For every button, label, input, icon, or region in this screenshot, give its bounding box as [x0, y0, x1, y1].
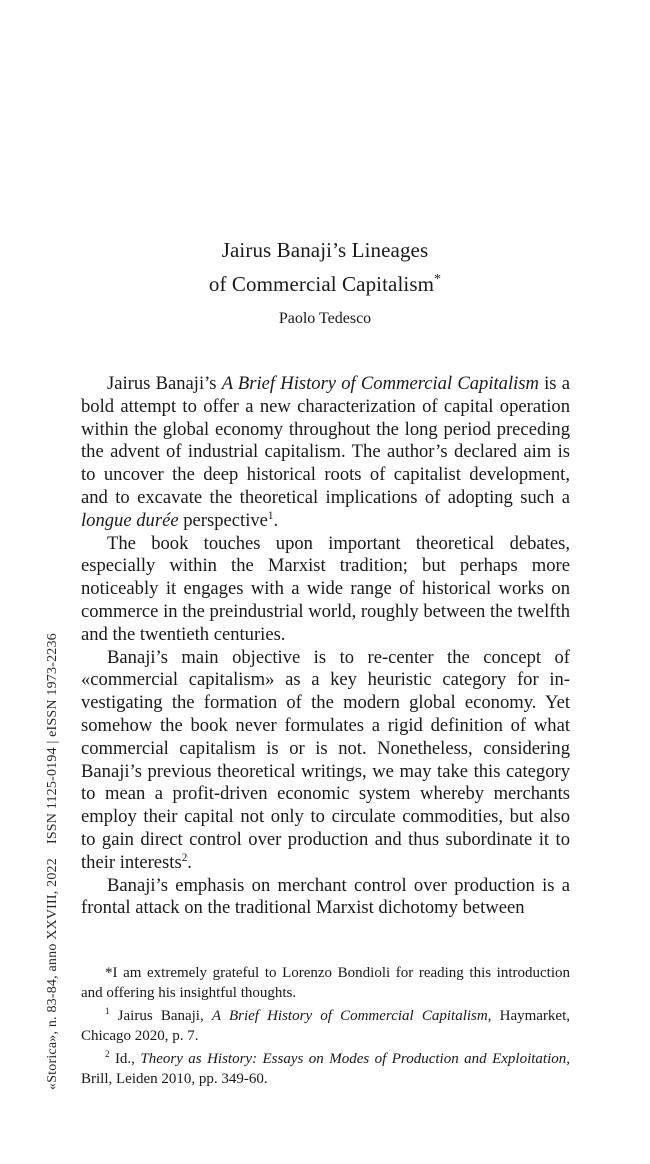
footnote-2-text-a: Id.,	[109, 1051, 141, 1067]
footnote-1-title: A Brief History of Commercial Capitalism	[211, 1008, 488, 1024]
footnote-2-text-b: , Brill, Leiden 2010, pp. 349-60.	[81, 1051, 570, 1087]
footnotes	[81, 963, 570, 1092]
paragraph-4: Banaji’s emphasis on merchant control over production is a frontal attack on the traditional Marxist dichotomy between	[81, 874, 570, 919]
article-body	[81, 373, 570, 920]
p1-text-b: is a bold attempt to offer a new characterization of capital operation within the global economy throughout the long period preceding the advent of industrial capitalism. The author’s declared aim is to uncover the deep historical roots of capitalist development, and to excavate the theoretical implications of adopting such a	[81, 373, 570, 508]
p1-italic-phrase: longue durée	[81, 509, 179, 531]
footnote-2-number: 2	[105, 1049, 110, 1059]
p3-text: Banaji’s main objective is to re-center the concept of «commercial capitalism» as a key heuristic category for investigating the formation of the modern global economy. Yet somehow the book never formulates a rigid definition of what commercial capitalism is or is not. Nonetheless, considering Banaji’s previous theoretical writings, we may take this category to mean a profit-driven economic system whereby merchants employ their capital not only to circulate commodities, but also to gain direct control over production and thus subordinate it to their interests	[81, 646, 570, 873]
paragraph-2: The book touches upon important theoretical debates, especially within the Marxist tradition; but perhaps more noticeably it engages with a wide range of historical works on commerce in the preindustrial world, roughly between the twelfth and the twentieth centuries.	[81, 532, 570, 645]
footnote-1	[81, 1006, 570, 1046]
title-line-2	[0, 265, 650, 299]
title-line-2-text: of Commercial Capitalism	[208, 272, 435, 296]
paragraph-3	[81, 647, 570, 875]
paragraph-1	[81, 373, 570, 533]
footnote-ref-1: 1	[267, 509, 274, 522]
journal-sidebar	[45, 633, 61, 1090]
footnote-star: *I am extremely grateful to Lorenzo Bondioli for reading this introduction and offering his insightful thoughts.	[81, 965, 570, 1001]
footnote-1-text-b: , Haymarket, Chicago 2020, p. 7.	[81, 1008, 571, 1044]
p3-end: .	[187, 851, 192, 873]
journal-citation: «Storica», n. 83-84, anno XXVIII, 2022	[45, 858, 60, 1090]
footnote-2-title: Theory as History: Essays on Modes of Production and Exploitation	[140, 1051, 567, 1067]
footnote-ref-2: 2	[181, 851, 188, 864]
article-title	[0, 236, 650, 299]
p1-book-title: A Brief History of Commercial Capitalism	[221, 373, 539, 394]
footnote-2	[81, 1049, 570, 1089]
p1-text-a: Jairus Banaji’s	[107, 373, 222, 394]
journal-issn: ISSN 1125-0194 | eISSN 1973-2236	[45, 633, 60, 845]
footnote-1-number: 1	[105, 1006, 110, 1016]
p1-end: .	[273, 509, 279, 531]
footnote-1-text-a: Jairus Banaji,	[109, 1008, 212, 1024]
author-name: Paolo Tedesco	[278, 310, 372, 327]
title-footnote-mark: *	[434, 272, 442, 287]
title-line-1: Jairus Banaji’s Lineages	[221, 238, 429, 262]
p1-text-c: perspective	[178, 509, 268, 531]
